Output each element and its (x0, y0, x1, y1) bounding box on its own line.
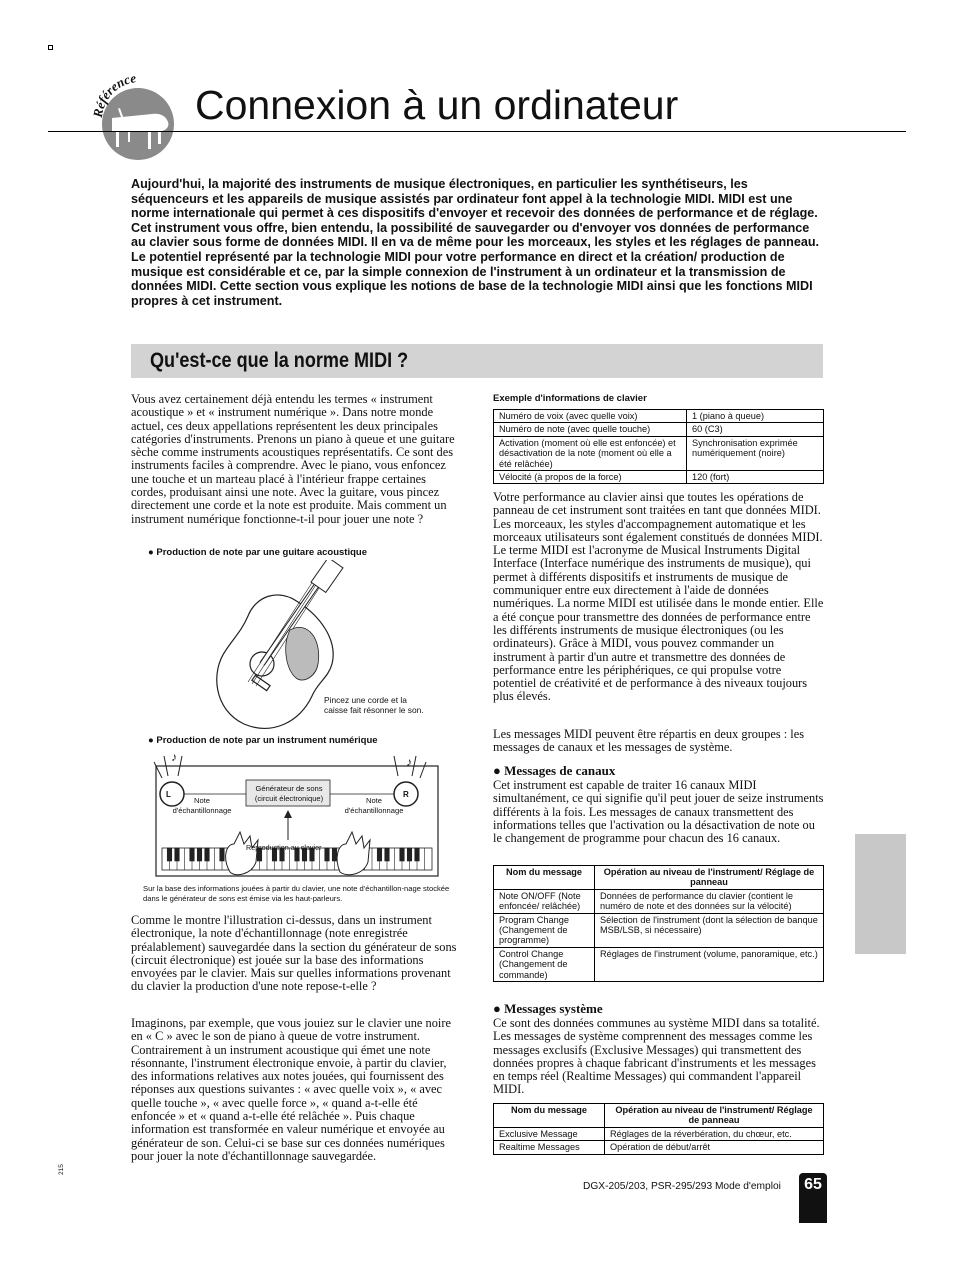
table-row (494, 1141, 824, 1154)
table-header-row (494, 1104, 824, 1128)
figure-note (324, 695, 424, 715)
table-cell: Sélection de l'instrument (dont la sélection de banque MSB/LSB, si nécessaire) (595, 913, 824, 947)
footer-model: DGX-205/203, PSR-295/293 Mode d'emploi (583, 1181, 781, 1192)
table-row (494, 889, 824, 913)
table-row (494, 423, 824, 436)
body-paragraph: Imaginons, par exemple, que vous jouiez sur le clavier une noire en « C » avec le son de piano à queue de votre instrument. Contrairement à un instrument acoustique qui émet une note résonnante, l'instrument électronique envoie, à partir du clavier, des informations relatives aux notes jouées, qui fournissent des réponses aux questions suivantes : « avec quelle voix », « avec quelle touche », « avec quelle force », « quand a-t-elle été enfoncée » et « quand a-t-elle été relâchée ». Puis chaque information est transformée en valeur numérique et envoyée au générateur de son. Celui-ci se base sur ces données numériques pour jouer la note d'échantillonnage sauvegardée. (131, 1016, 451, 1163)
intro-paragraph: Le potentiel représenté par la technologie MIDI pour votre performance en direct et la création/ production de musique est considérable et ce, par la simple connexion de l'instrument à un ordinateur et la transmission de données MIDI. Cette section vous explique les notions de base de la technologie MIDI ainsi que les fonctions MIDI propres à cet instrument. (131, 249, 813, 308)
table-cell: Activation (moment où elle est enfoncée) et désactivation de la note (moment où elle a été relâchée) (494, 436, 687, 470)
page-title: Connexion à un ordinateur (195, 82, 679, 128)
piano-black-key (332, 848, 337, 861)
table-cell: Realtime Messages (494, 1141, 605, 1154)
table-cell: Program Change (Changement de programme) (494, 913, 595, 947)
svg-text:♪: ♪ (171, 752, 177, 764)
table-cell: Numéro de voix (avec quelle voix) (494, 410, 687, 423)
table-row (494, 913, 824, 947)
system-messages-table (493, 1103, 824, 1155)
speaker-label-R: R (403, 790, 409, 799)
section-heading: Qu'est-ce que la norme MIDI ? (150, 349, 409, 372)
sample-note-label-right (336, 796, 412, 816)
digital-instrument-illustration (140, 752, 440, 882)
keyboard-info-title: Exemple d'informations de clavier (493, 393, 647, 404)
body-paragraph: Vous avez certainement déjà entendu les termes « instrument acoustique » et « instrument numérique ». Dans notre monde actuel, ces deux appellations représentent les deux principales catégories d'instruments. Prenons un piano à queue et une guitare sèche comme instruments acoustiques représentatifs. Ce sont des instruments faciles à comprendre. Avec le piano, vous enfoncez une touche et un marteau placé à l'intérieur frappe certaines cordes, produisant ainsi une note. Avec la guitare, vous pincez directement une corde et la note est produite. Mais comment un instrument numérique fonctionne-t-il pour jouer une note ? (131, 392, 455, 526)
side-tab (855, 834, 906, 954)
piano-black-key (385, 848, 390, 861)
table-header: Opération au niveau de l'instrument/ Réglage de panneau (595, 866, 824, 890)
body-text (493, 491, 826, 704)
title-rule (48, 131, 906, 132)
corner-mark (48, 45, 53, 50)
piano-black-key (197, 848, 202, 861)
piano-black-key (205, 848, 210, 861)
figure-footnote: Sur la base des informations jouées à partir du clavier, une note d'échantillon-nage stockée dans le générateur de sons est émise via les haut-parleurs. (143, 884, 450, 903)
subsection-heading: ● Messages système (493, 1001, 603, 1016)
body-paragraph: Cet instrument est capable de traiter 16 canaux MIDI simultanément, ce qui signifie qu'il peut jouer de seize instruments différents à la fois. Les messages de canaux transmettent des informations telles que l'activation ou la désactivation de note ou le changement de programme pour chacun des 16 canaux. (493, 778, 824, 846)
sample-note-label-left (164, 796, 240, 816)
sample-note-line: d'échantillonnage (172, 806, 232, 815)
table-header: Nom du message (494, 1104, 605, 1128)
piano-black-key (175, 848, 180, 861)
subsection-heading: ● Messages de canaux (493, 763, 616, 778)
footer-code: 215 (58, 1164, 65, 1175)
table-cell: Réglages de la réverbération, du chœur, etc. (605, 1127, 824, 1140)
table-cell: 120 (fort) (687, 471, 824, 484)
sample-note-line: Note (193, 796, 211, 805)
body-paragraph: Ce sont des données communes au système MIDI dans sa totalité. Les messages de système comprennent des messages comme les messages exclusifs (Exclusive Messages) qui transmettent des données propres à chaque fabricant d'instruments et les messages en temps réel (Realtime Messages) qui commandent l'appareil MIDI. (493, 1016, 820, 1097)
table-cell: Note ON/OFF (Note enfoncée/ relâchée) (494, 889, 595, 913)
speaker-label-L: L (166, 790, 171, 799)
table-header-row (494, 866, 824, 890)
sample-note-line: d'échantillonnage (344, 806, 404, 815)
generator-label-line: Générateur de sons (255, 784, 323, 793)
piano-black-key (377, 848, 382, 861)
channel-messages-table (493, 865, 824, 982)
figure-note-line: Pincez une corde et la (324, 695, 407, 705)
table-cell: Control Change (Changement de commande) (494, 947, 595, 981)
page-number: 65 (804, 1176, 822, 1193)
table-cell: Opération de début/arrêt (605, 1141, 824, 1154)
piano-black-key (407, 848, 412, 861)
table-cell: 1 (piano à queue) (687, 410, 824, 423)
table-cell: Numéro de note (avec quelle touche) (494, 423, 687, 436)
sample-note-line: Note (365, 796, 383, 805)
generator-label-line: (circuit électronique) (254, 794, 324, 803)
reference-badge-text: Référence (90, 70, 138, 119)
figure-caption: ● Production de note par un instrument numérique (148, 735, 378, 746)
body-paragraph: Le terme MIDI est l'acronyme de Musical Instruments Digital Interface (Interface numérique des instruments de musique), qui permet à différents dispositifs et instruments de musique de communiquer entre eux directement à l'aide de données numériques. La norme MIDI est utilisée dans le monde entier. Elle a été conçue pour transmettre des données de performance entre les différents instruments de musique électroniques (ou les ordinateurs). Grâce à MIDI, vous pouvez commander un instrument à partir d'un autre et transmettre des données de performance entre les périphériques, ce qui propulse votre potentiel de créativité et de performance à des niveaux toujours plus élevés. (493, 543, 824, 704)
table-row (494, 436, 824, 470)
table-cell: Vélocité (à propos de la force) (494, 471, 687, 484)
intro-text (131, 177, 825, 308)
table-header: Opération au niveau de l'instrument/ Réglage de panneau (605, 1104, 824, 1128)
playback-label: Reproduction au clavier (246, 843, 322, 852)
piano-black-key (220, 848, 225, 861)
body-paragraph: Comme le montre l'illustration ci-dessus, dans un instrument électronique, la note d'échantillonnage (note enregistrée préalablement) sauvegardée dans la section du générateur de sons (circuit électronique) est jouée sur la base des informations envoyées par le clavier. Mais sur quelles informations provenant du clavier la production d'une note repose-t-elle ? (131, 913, 457, 994)
body-paragraph: Les messages MIDI peuvent être répartis en deux groupes : les messages de canaux et les messages de système. (493, 727, 805, 755)
table-row (494, 410, 824, 423)
piano-black-key (325, 848, 330, 861)
piano-black-key (167, 848, 172, 861)
table-row (494, 471, 824, 484)
piano-black-key (415, 848, 420, 861)
body-paragraph: Votre performance au clavier ainsi que toutes les opérations de panneau de cet instrument sont traitées en tant que données MIDI. Les morceaux, les styles d'accompagnement automatique et les morceaux utilisateurs sont également constitués de données MIDI. (493, 490, 823, 544)
figure-caption: ● Production de note par une guitare acoustique (148, 547, 367, 558)
reference-badge-icon (90, 70, 186, 166)
table-header: Nom du message (494, 866, 595, 890)
generator-label (247, 784, 331, 804)
keyboard-info-table (493, 409, 824, 484)
table-cell: Réglages de l'instrument (volume, panoramique, etc.) (595, 947, 824, 981)
figure-note-line: caisse fait résonner le son. (324, 705, 424, 715)
table-cell: Exclusive Message (494, 1127, 605, 1140)
svg-text:♪: ♪ (406, 755, 412, 769)
piano-black-key (400, 848, 405, 861)
table-cell: Synchronisation exprimée numériquement (noire) (687, 436, 824, 470)
intro-paragraph: Aujourd'hui, la majorité des instruments de musique électroniques, en particulier les synthétiseurs, les séquenceurs et les appareils de musique assistés par ordinateur font appel à la technologie MIDI. MIDI est une norme internationale qui permet à ces dispositifs d'envoyer et recevoir des données de performance et de réglage. Cet instrument vous offre, bien entendu, la possibilité de sauvegarder ou d'envoyer vos données de performance au clavier sous forme de données MIDI. Il en va de même pour les morceaux, les styles et les réglages de panneau. (131, 177, 820, 250)
table-cell: Données de performance du clavier (contient le numéro de note et des données sur la vélocité) (595, 889, 824, 913)
piano-black-key (190, 848, 195, 861)
table-cell: 60 (C3) (687, 423, 824, 436)
table-row (494, 947, 824, 981)
table-row (494, 1127, 824, 1140)
